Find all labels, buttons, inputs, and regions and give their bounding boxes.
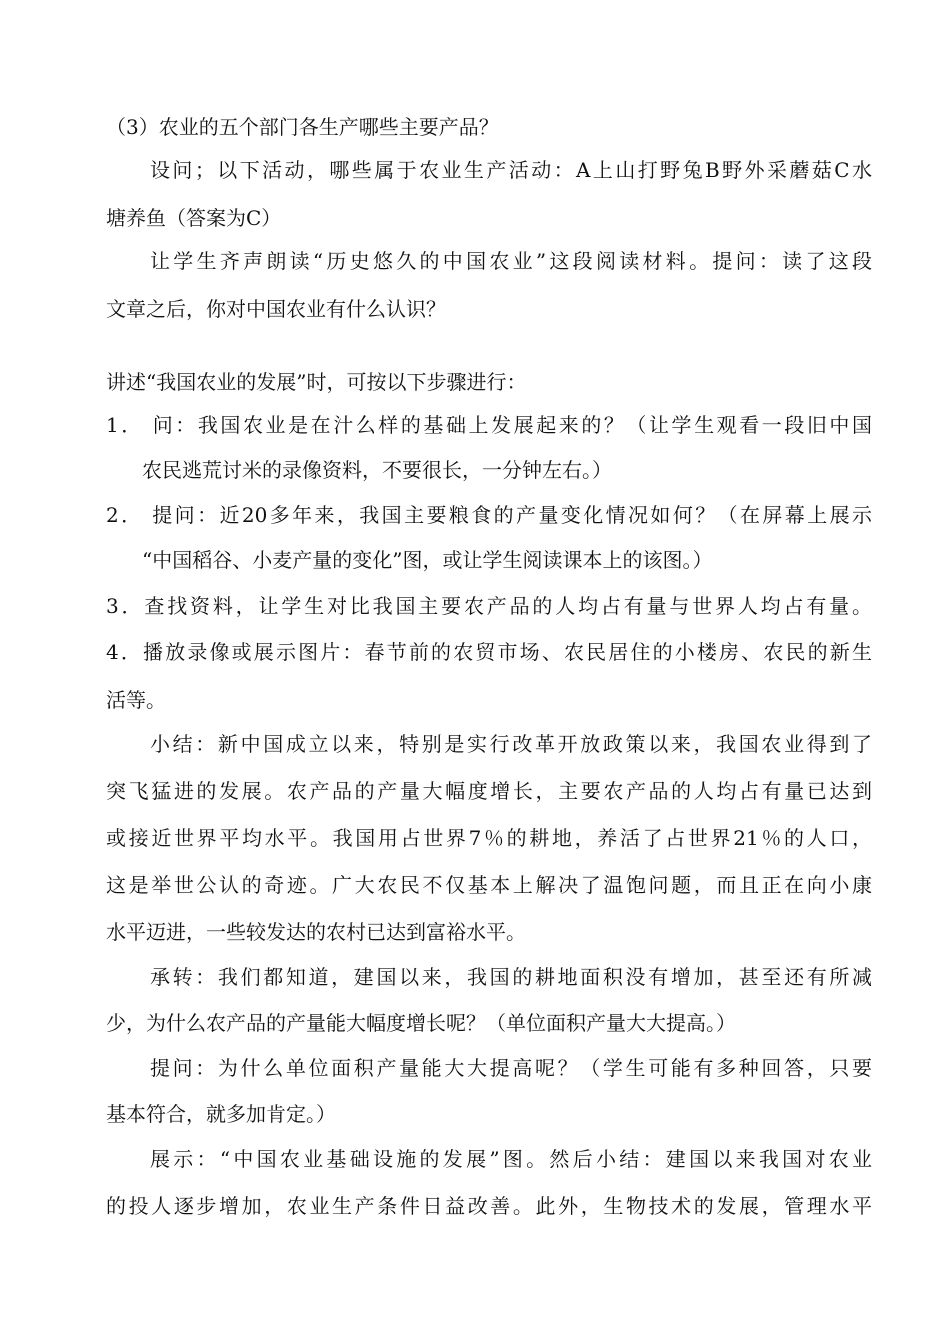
paragraph-line: 小结：新中国成立以来，特别是实行改革开放政策以来，我国农业得到了 [150,732,872,756]
paragraph-line: 水平迈进，一些较发达的农村已达到富裕水平。 [106,920,526,944]
paragraph-line: 让学生齐声朗读“历史悠久的中国农业”这段阅读材料。提问：读了这段 [150,249,872,273]
paragraph-line: 这是举世公认的奇迹。广大农民不仅基本上解决了温饱问题，而且正在向小康 [106,873,872,897]
paragraph-line: 文章之后，你对中国农业有什么认识？ [106,297,446,321]
list-item-2: 2． 提问：近20多年来，我国主要粮食的产量变化情况如何？（在屏幕上展示 [106,503,872,527]
paragraph-line: 基本符合，就多加肯定。） [106,1102,336,1126]
list-item-3: 3．查找资料，让学生对比我国主要农产品的人均占有量与世界人均占有量。 [106,594,872,618]
paragraph-line: 的投人逐步增加，农业生产条件日益改善。此外，生物技术的发展，管理水平 [106,1194,872,1218]
paragraph-line: 或接近世界平均水平。我国用占世界7％的耕地，养活了占世界21％的人口， [106,826,872,850]
list-item-2-continued: “中国稻谷、小麦产量的变化”图，或让学生阅读课本上的该图。） [142,548,713,572]
section-intro: 讲述“我国农业的发展”时，可按以下步骤进行： [106,370,527,394]
paragraph-line: 设问；以下活动，哪些属于农业生产活动：A上山打野兔B野外采蘑菇C水 [150,158,872,182]
list-item-1-continued: 农民逃荒讨米的录像资料，不要很长，一分钟左右。） [142,458,612,482]
list-item-4: 4．播放录像或展示图片：春节前的农贸市场、农民居住的小楼房、农民的新生 [106,640,872,664]
question-3-heading: （3）农业的五个部门各生产哪些主要产品？ [106,115,499,139]
list-item-1: 1． 问：我国农业是在汁么样的基础上发展起来的？（让学生观看一段旧中国 [106,413,872,437]
list-item-4-continued: 活等。 [106,688,166,712]
paragraph-line: 提问：为什么单位面积产量能大大提高呢？（学生可能有多种回答，只要 [150,1056,872,1080]
paragraph-line: 少，为什么农产品的产量能大幅度增长呢？（单位面积产量大大提高。） [106,1011,736,1035]
paragraph-line: 承转：我们都知道，建国以来，我国的耕地面积没有增加，甚至还有所减 [150,965,872,989]
paragraph-line: 展示：“中国农业基础设施的发展”图。然后小结：建国以来我国对农业 [150,1147,872,1171]
paragraph-line: 塘养鱼（答案为C） [106,206,282,230]
paragraph-line: 突飞猛进的发展。农产品的产量大幅度增长，主要农产品的人均占有量已达到 [106,779,872,803]
